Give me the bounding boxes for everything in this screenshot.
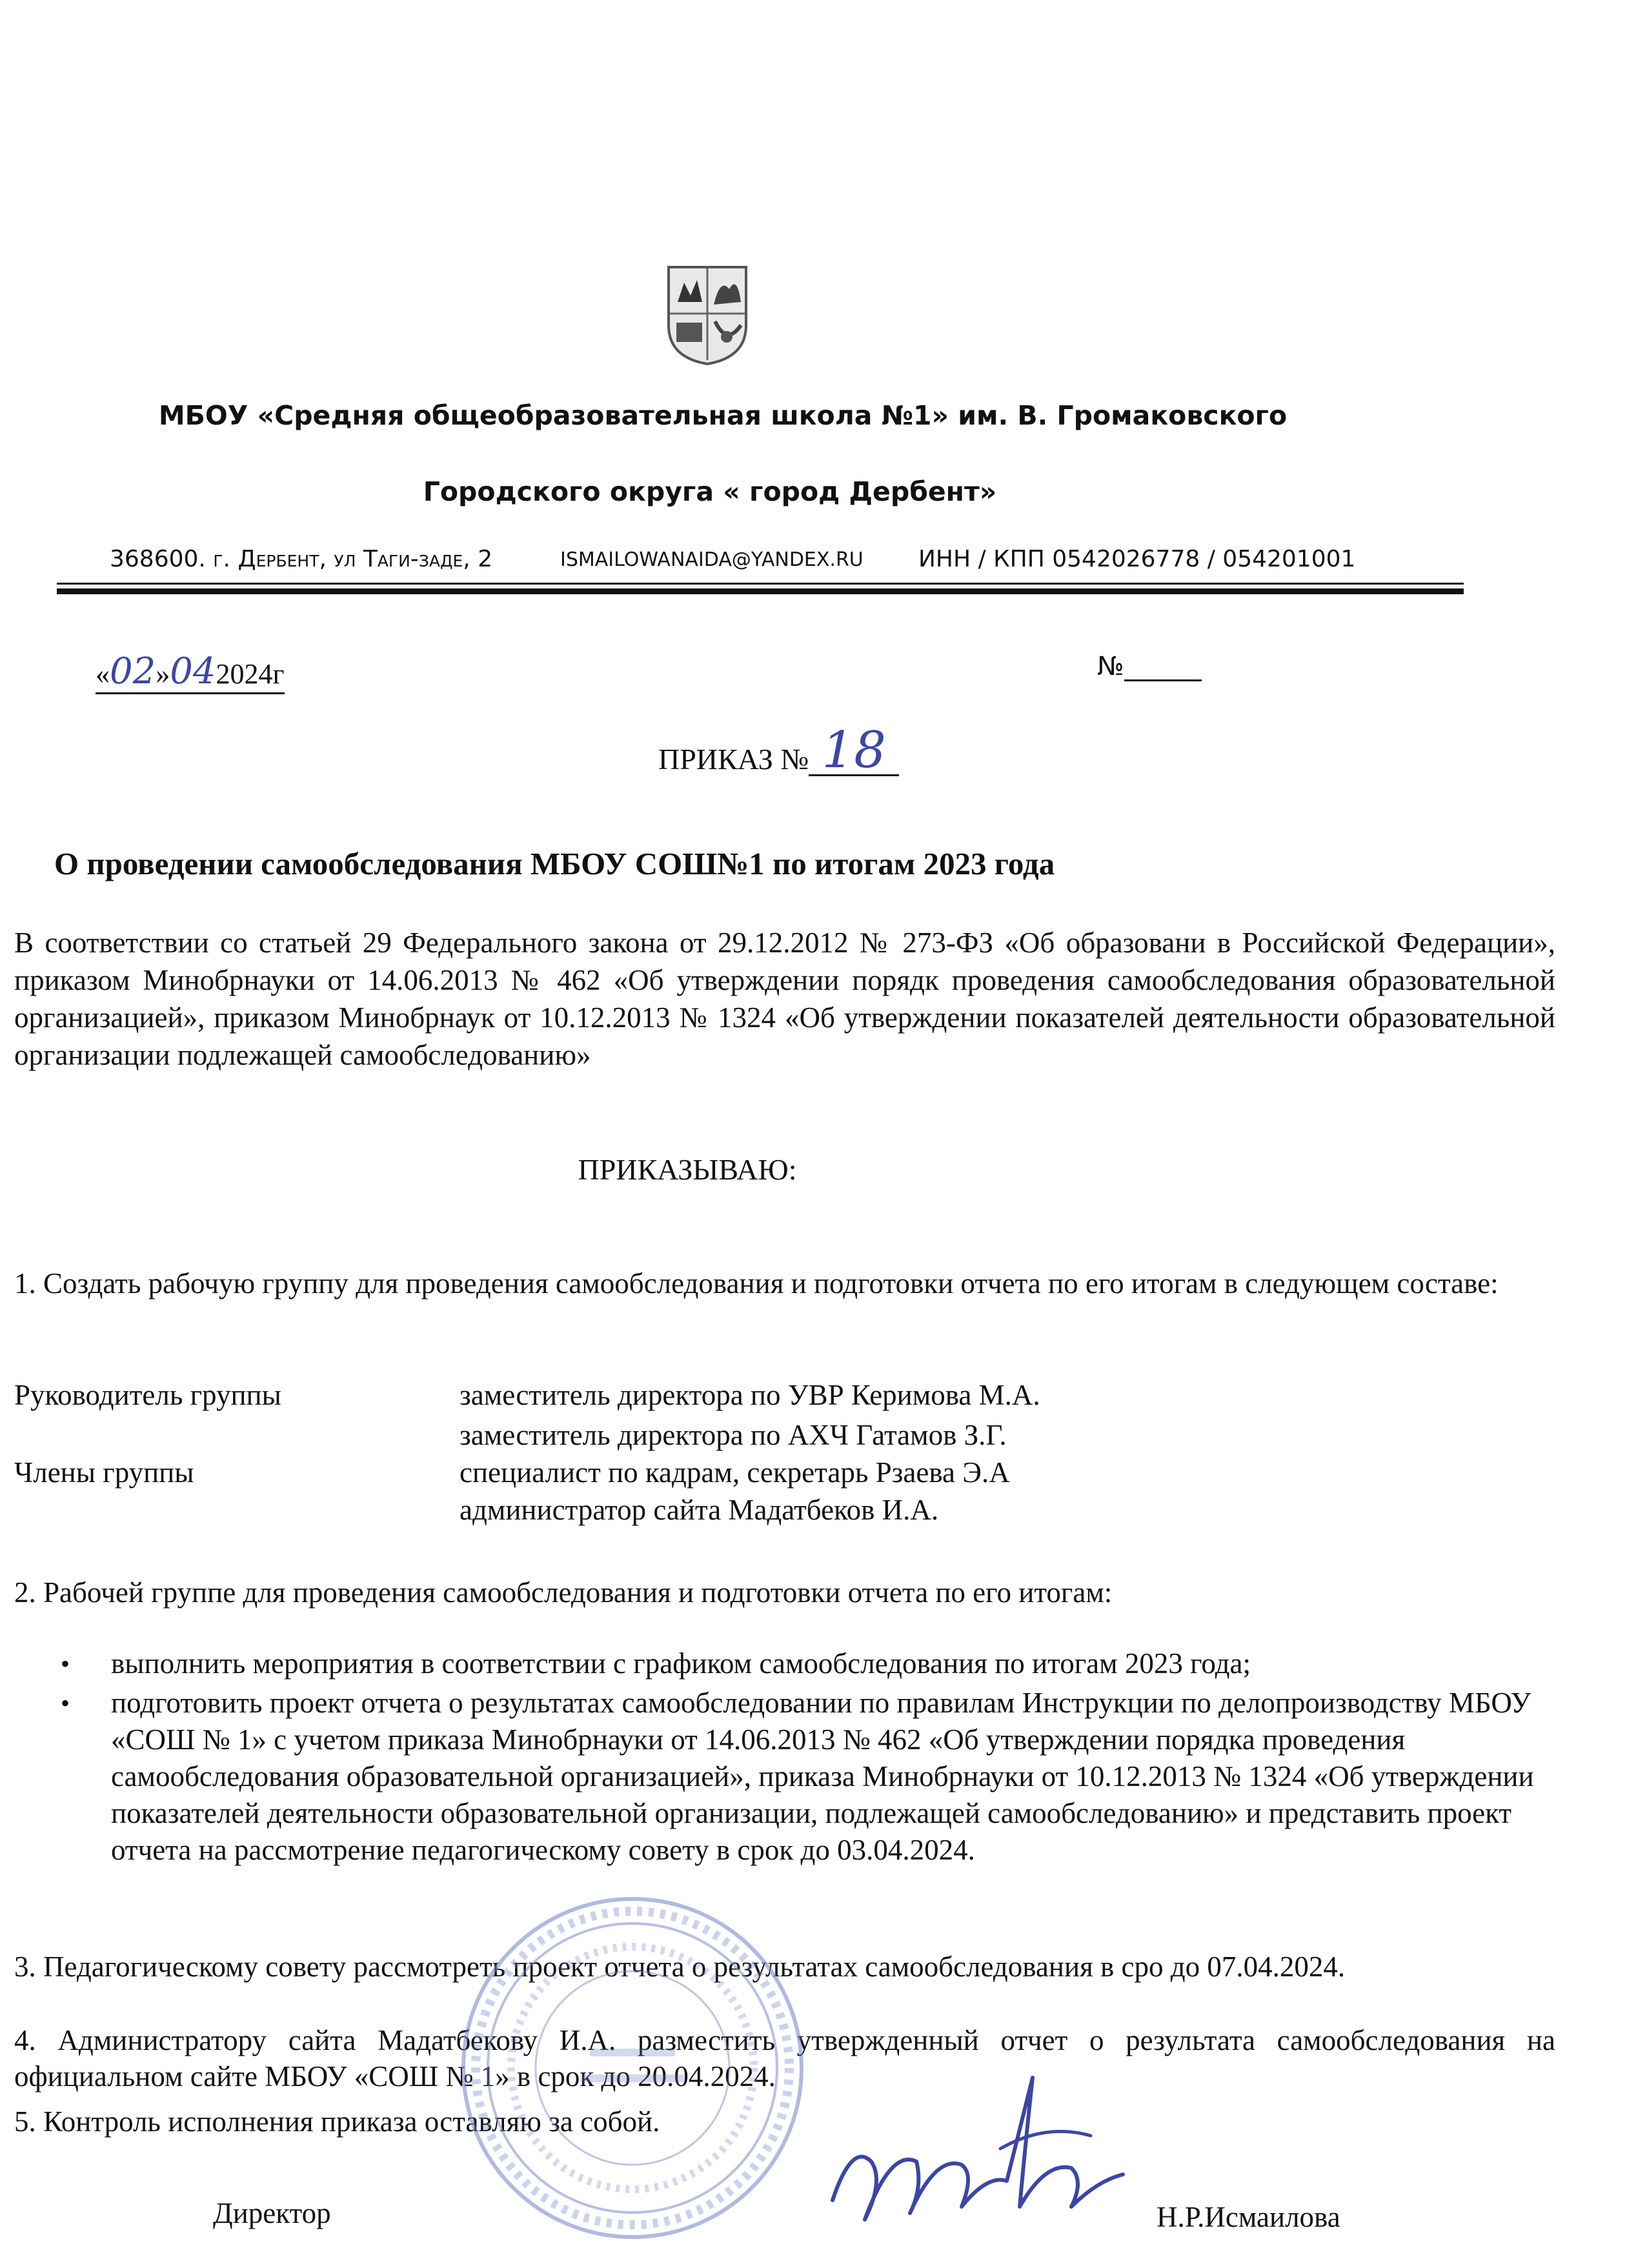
- address: 368600. г. Дербент, ул Таги-заде, 2: [110, 546, 493, 572]
- member-3: администратор сайта Мадатбеков И.А.: [460, 1494, 939, 1526]
- date-field: [96, 650, 285, 694]
- item-5: 5. Контроль исполнения приказа оставляю за собой.: [14, 2105, 660, 2138]
- preamble-paragraph: В соответствии со статьей 29 Федерального закона от 29.12.2012 № 273-ФЗ «Об образовани в Российской Федерации», приказом Минобрнауки от 14.06.2013 № 462 «Об утверждении порядк проведения самообследования образовательной организацией», приказом Минобрнаук от 10.12.2013 № 1324 «Об утверждении показателей деятельности образовательной организации подлежащей самообследованию»: [14, 927, 1555, 1071]
- handwritten-signature-icon: [813, 2052, 1175, 2265]
- item-1: 1. Создать рабочую группу для проведения самообследования и подготовки отчета по его итогам в следующем составе:: [14, 1267, 1499, 1300]
- email: ISMAILOWANAIDA@YANDEX.RU: [560, 548, 864, 571]
- official-seal-icon: [452, 1887, 813, 2249]
- order-number-field: [809, 721, 899, 779]
- item-2: 2. Рабочей группе для проведения самообследования и подготовки отчета по его итогам:: [14, 1576, 1113, 1609]
- members-label: Члены группы: [14, 1456, 194, 1489]
- member-2: специалист по кадрам, секретарь Рзаева Э.А: [460, 1456, 1010, 1489]
- leader-label: Руководитель группы: [14, 1379, 281, 1411]
- header-rule-thin: [57, 583, 1464, 585]
- order-title: [658, 721, 899, 779]
- item-3: 3. Педагогическому совету рассмотреть проект отчета о результатах самообследования в сро до 07.04.2024.: [14, 1951, 1346, 1983]
- date-day: 02: [110, 650, 156, 692]
- organization-district: Городского округа « город Дербент»: [423, 476, 997, 507]
- contacts-line: [110, 546, 1356, 572]
- leader-value: заместитель директора по УВР Керимова М.А.: [460, 1379, 1040, 1411]
- date-open-quote: «: [96, 658, 110, 690]
- order-title-text: ПРИКАЗ №: [658, 743, 809, 776]
- coat-of-arms-icon: [665, 263, 750, 366]
- signatory-title: Директор: [213, 2197, 331, 2229]
- list-item: • подготовить проект отчета о результатах самообследовании по правилам Инструкции по делопроизводству МБОУ «СОШ № 1» с учетом приказа Минобрнауки от 14.06.2013 № 462 «Об утверждении порядка проведения самообследования образовательной организацией», приказа Минобрнауки от 10.12.2013 № 1324 «Об утверждении показателей деятельности образовательной организации, подлежащей самообследованию» и представить проект отчета на рассмотрение педагогическому совету в срок до 03.04.2024.: [52, 1685, 1555, 1869]
- number-label: №: [1097, 652, 1124, 681]
- date-month: 04: [170, 650, 216, 692]
- command-heading: ПРИКАЗЫВАЮ:: [578, 1153, 797, 1186]
- date-year: 2024г: [216, 658, 285, 690]
- inn-kpp: ИНН / КПП 0542026778 / 054201001: [918, 546, 1356, 572]
- date-close-quote: »: [156, 658, 170, 690]
- organization-name: МБОУ «Средняя общеобразовательная школа №1» им. В. Громаковского: [158, 400, 1288, 431]
- item-4: 4. Администратору сайта Мадатбекову И.А. разместить утвержденный отчет о результата самообследования на официальном сайте МБОУ «СОШ № 1» в срок до 20.04.2024.: [14, 2024, 1555, 2092]
- signatory-name: Н.Р.Исмаилова: [1157, 2201, 1340, 2233]
- registration-number: [1097, 652, 1202, 681]
- header-rule-thick: [57, 588, 1464, 594]
- order-subject: О проведении самообследования МБОУ СОШ№1 по итогам 2023 года: [54, 846, 1055, 881]
- document-date: [96, 650, 285, 694]
- member-1: заместитель директора по АХЧ Гатамов З.Г.: [460, 1419, 1007, 1451]
- list-item: • выполнить мероприятия в соответствии с графиком самообследования по итогам 2023 года;: [52, 1645, 1555, 1682]
- number-blank: [1124, 654, 1202, 681]
- order-number: 18: [822, 721, 886, 779]
- item-2-list: [52, 1645, 1555, 1871]
